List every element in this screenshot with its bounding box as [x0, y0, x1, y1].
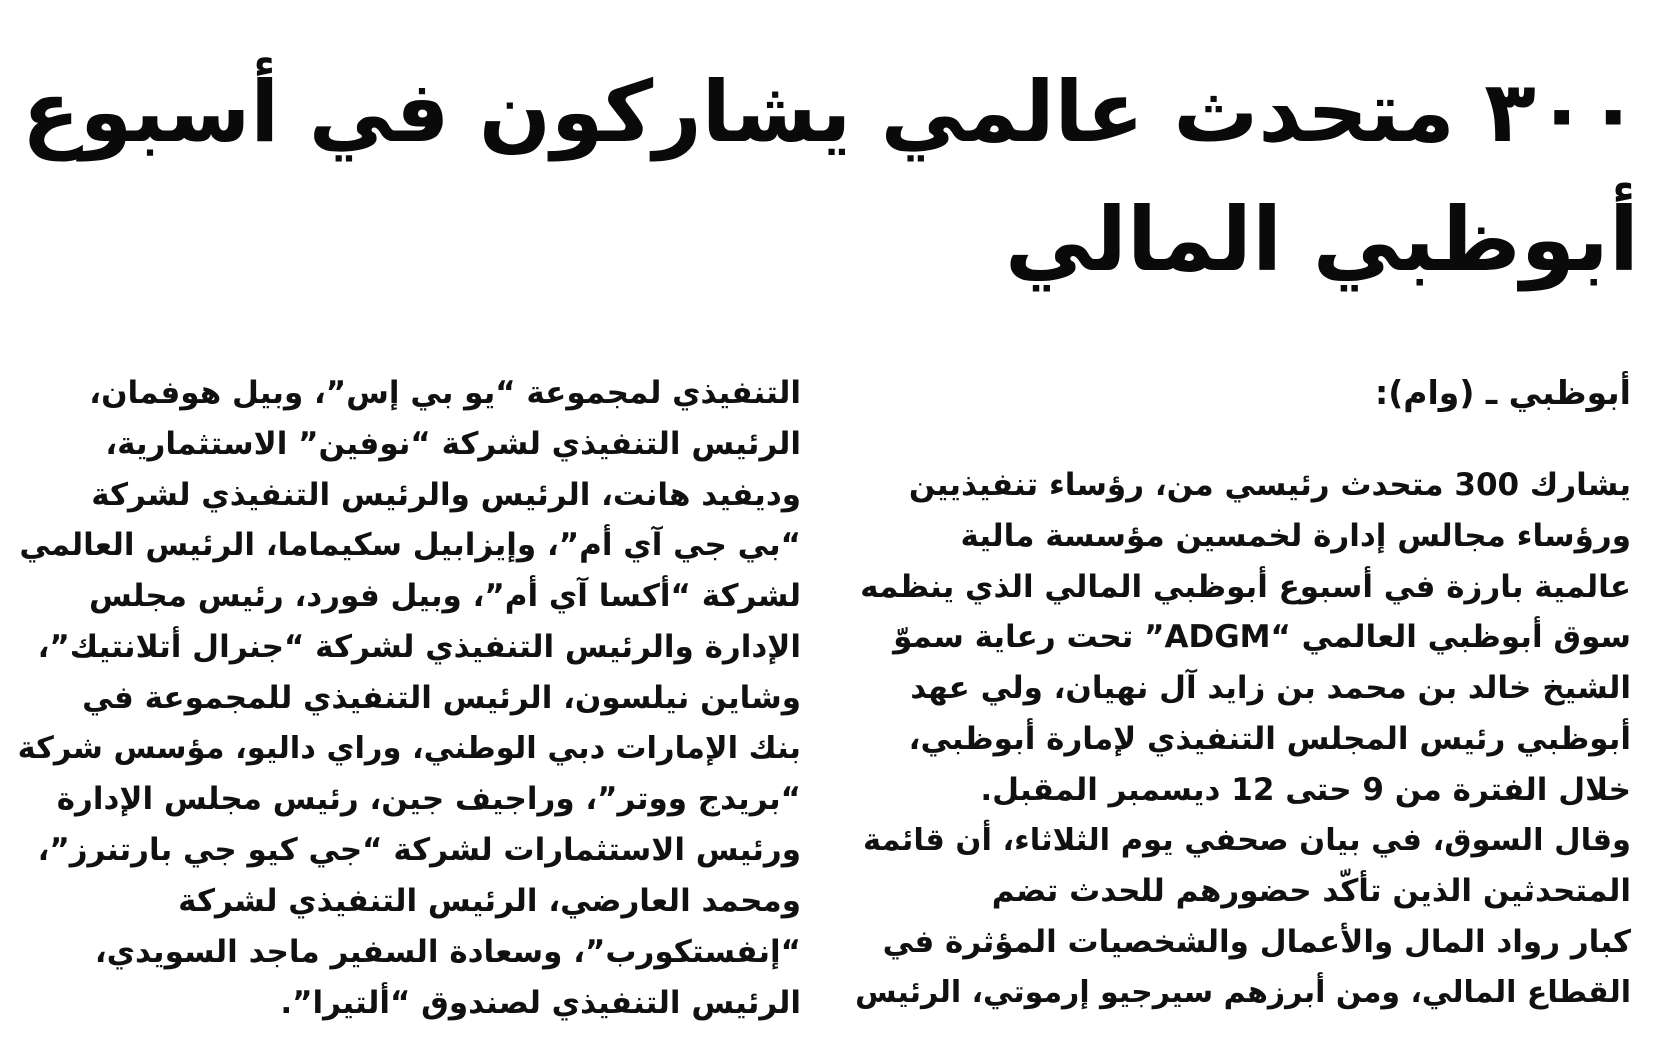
article-column-right	[851, 368, 1631, 1019]
text-line: وشاين نيلسون، الرئيس التنفيذي للمجموعة في	[82, 679, 801, 716]
headline-line-2: أبوظبي المالي	[1004, 188, 1639, 291]
text-line: بنك الإمارات دبي الوطني، وراي داليو، مؤسس شركة	[17, 730, 801, 766]
article-column-left	[11, 368, 801, 1028]
text-line: “بي جي آي أم”، وإيزابيل سكيماما، الرئيس العالمي	[19, 527, 801, 564]
headline-line-1: ٣٠٠ متحدث عالمي يشاركون في أسبوع	[22, 63, 1639, 161]
text-line: “إنفستكورب”، وسعادة السفير ماجد السويدي،	[94, 933, 801, 970]
text-line: عالمية بارزة في أسبوع أبوظبي المالي الذي ينظمه	[860, 568, 1631, 605]
text-line: سوق أبوظبي العالمي “ADGM” تحت رعاية سموّ	[893, 619, 1631, 656]
headline	[19, 48, 1639, 304]
text-line: يشارك 300 متحدث رئيسي من، رؤساء تنفيذيين	[908, 467, 1631, 503]
text-line: “بريدج ووتر”، وراجيف جين، رئيس مجلس الإدارة	[56, 781, 801, 818]
text-line: ورؤساء مجالس إدارة لخمسين مؤسسة مالية	[960, 517, 1631, 554]
text-line: كبار رواد المال والأعمال والشخصيات المؤثرة في	[882, 924, 1631, 961]
text-line: ومحمد العارضي، الرئيس التنفيذي لشركة	[178, 882, 801, 919]
text-line: الإدارة والرئيس التنفيذي لشركة “جنرال أتلانتيك”،	[37, 628, 801, 665]
text-line: وقال السوق، في بيان صحفي يوم الثلاثاء، أن قائمة	[862, 822, 1631, 858]
text-line: وديفيد هانت، الرئيس والرئيس التنفيذي لشركة	[91, 476, 801, 513]
text-line: ورئيس الاستثمارات لشركة “جي كيو جي بارتنرز”،	[37, 832, 801, 869]
dateline: أبوظبي ـ (وام):	[1375, 373, 1631, 412]
text-line: التنفيذي لمجموعة “يو بي إس”، وبيل هوفمان،	[89, 375, 801, 411]
text-line: خلال الفترة من 9 حتى 12 ديسمبر المقبل.	[980, 771, 1631, 808]
text-line: الرئيس التنفيذي لشركة “نوفين” الاستثمارية،	[105, 425, 801, 462]
text-line: الرئيس التنفيذي لصندوق “ألتيرا”.	[280, 984, 801, 1021]
text-line: القطاع المالي، ومن أبرزهم سيرجيو إرموتي، الرئيس	[855, 974, 1631, 1010]
text-line: أبوظبي رئيس المجلس التنفيذي لإمارة أبوظبي،	[908, 720, 1631, 757]
text-line: لشركة “أكسا آي أم”، وبيل فورد، رئيس مجلس	[88, 578, 801, 615]
text-line: المتحدثين الذين تأكّد حضورهم للحدث تضم	[991, 873, 1631, 910]
text-line: الشيخ خالد بن محمد بن زايد آل نهيان، ولي عهد	[910, 670, 1631, 707]
